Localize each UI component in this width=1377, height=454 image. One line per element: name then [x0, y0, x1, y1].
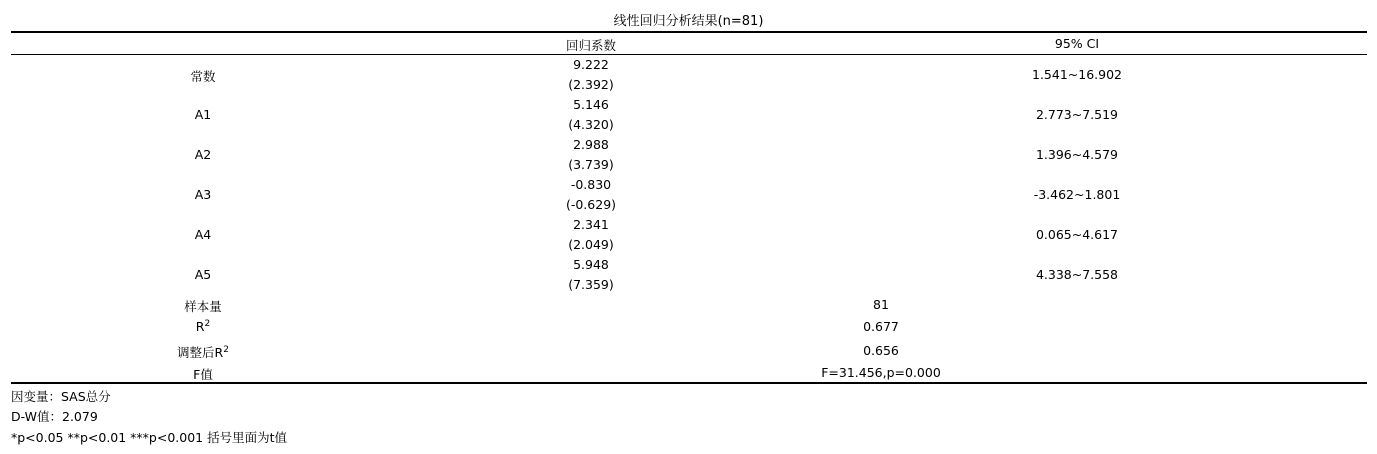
r2-value: 0.677	[863, 319, 899, 334]
row-confidence-interval: 0.065~4.617	[1035, 227, 1119, 242]
row-t-value: (2.049)	[568, 237, 614, 252]
header-ci: 95% CI	[1054, 36, 1100, 51]
top-rule	[11, 31, 1367, 33]
row-t-value: (3.739)	[568, 157, 614, 172]
row-t-value: (7.359)	[568, 277, 614, 292]
dependent-variable-note: 因变量：SAS总分	[11, 389, 111, 404]
row-label: A2	[194, 147, 212, 162]
row-coefficient: 5.146	[573, 97, 609, 112]
sample-size-label: 样本量	[184, 299, 222, 314]
significance-note: *p<0.05 **p<0.01 ***p<0.001 括号里面为t值	[11, 430, 287, 445]
row-label: 常数	[190, 69, 216, 84]
row-coefficient: 5.948	[573, 257, 609, 272]
row-t-value: (2.392)	[568, 77, 614, 92]
durbin-watson-note: D-W值：2.079	[11, 409, 98, 424]
row-confidence-interval: -3.462~1.801	[1033, 187, 1121, 202]
adj-r2-label: 调整后$R^2$	[177, 344, 229, 360]
header-rule	[11, 54, 1367, 55]
table-title: 线性回归分析结果(n=81)	[613, 14, 764, 29]
row-coefficient: -0.830	[570, 177, 612, 192]
row-coefficient: 2.988	[573, 137, 609, 152]
row-t-value: (4.320)	[568, 117, 614, 132]
adj-r2-value: 0.656	[863, 343, 899, 358]
header-coef: 回归系数	[565, 38, 616, 53]
sample-size-value: 81	[873, 297, 889, 312]
row-t-value: (-0.629)	[565, 197, 617, 212]
f-label: F值	[193, 367, 213, 382]
bottom-rule	[11, 382, 1367, 384]
row-label: A3	[194, 187, 212, 202]
row-coefficient: 9.222	[573, 57, 609, 72]
row-label: A5	[194, 267, 212, 282]
row-confidence-interval: 1.396~4.579	[1035, 147, 1119, 162]
row-coefficient: 2.341	[573, 217, 609, 232]
row-confidence-interval: 2.773~7.519	[1035, 107, 1119, 122]
r2-label: $R^2$	[195, 319, 211, 335]
f-value: F=31.456,p=0.000	[821, 365, 941, 380]
row-confidence-interval: 4.338~7.558	[1035, 267, 1119, 282]
row-label: A4	[194, 227, 212, 242]
row-label: A1	[194, 107, 212, 122]
row-confidence-interval: 1.541~16.902	[1032, 67, 1122, 82]
